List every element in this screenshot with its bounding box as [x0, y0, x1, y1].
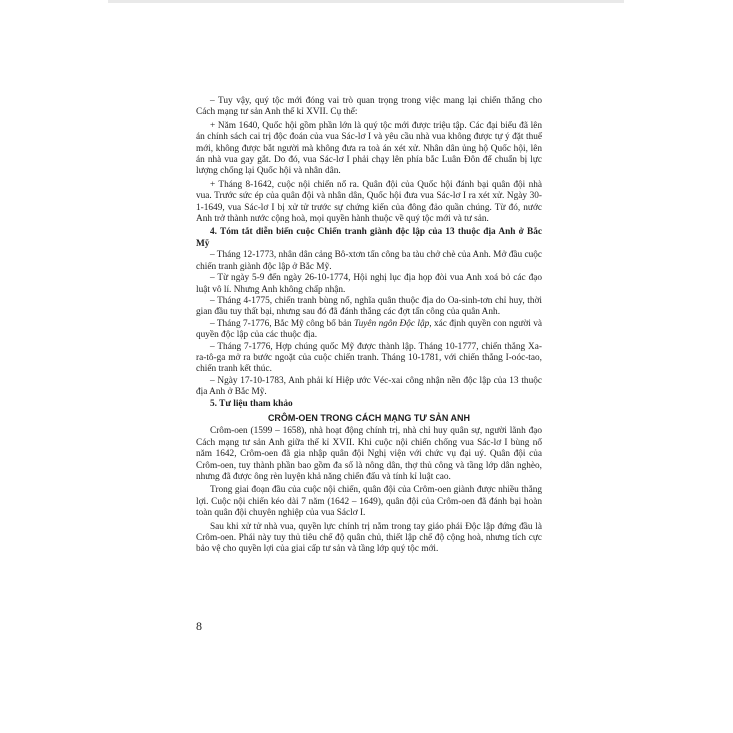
paragraph-nam-1640: + Năm 1640, Quốc hội gồm phần lớn là quý tộc mới được triệu tập. Các đại biểu đã lên án chính sách cai trị độc đoán của vua Sác-lơ I và yêu cầu nhà vua không được tự ý đặt thuế mới, không được bắt người mà không đưa ra toà án xét xử. Nhân dân ủng hộ Quốc hội, lên án nhà vua gay gắt. Do đó, vua Sác-lơ I phải chạy lên phía bắc Luân Đôn để chuẩn bị lực lượng chống lại Quốc hội và nhân dân.	[196, 120, 542, 177]
declaration-text-before: – Tháng 7-1776, Bắc Mỹ công bố bản	[210, 318, 354, 329]
section-heading-5: 5. Tư liệu tham khảo	[210, 398, 293, 409]
paragraph-thang-8-1642: + Tháng 8-1642, cuộc nội chiến nổ ra. Quân đội của Quốc hội đánh bại quân đội nhà vua. Trước sức ép của quân đội và nhân dân, Quốc hội đưa vua Sác-lơ I ra xét xử. Ngày 30-1-1649, vua Sác-lơ I bị xử tử trước sự chứng kiến của đông đảo quần chúng. Từ đó, nước Anh trở thành nước cộng hoà, mọi quyền hành thuộc về quý tộc mới và tư sản.	[196, 179, 542, 225]
reference-paragraph-3: Sau khi xử tử nhà vua, quyền lực chính trị nằm trong tay giáo phái Độc lập đứng đầu là Crôm-oen. Phái này tuy thủ tiêu chế độ quân chủ, thiết lập chế độ cộng hoà, nhưng tích cực bảo vệ cho quyền lợi của giai cấp tư sản và tầng lớp quý tộc mới.	[196, 521, 542, 555]
document-page	[196, 96, 542, 556]
page-number: 8	[196, 619, 202, 633]
declaration-title: Tuyên ngôn Độc lập	[354, 318, 430, 329]
event-apr-1775: – Tháng 4-1775, chiến tranh bùng nổ, nghĩa quân thuộc địa do Oa-sinh-tơn chỉ huy, thời gian đầu tuy thất bại, nhưng sau đó đã đánh thắng các đợt tấn công của quân Anh.	[196, 295, 542, 318]
reference-paragraph-2: Trong giai đoạn đầu của cuộc nội chiến, quân đội của Crôm-oen giành được nhiều thắng lợi. Cuộc nội chiến kéo dài 7 năm (1642 – 1649), quân đội của Crôm-oen đã đánh bại hoàn toàn quân đội chuyên nghiệp của vua Sáclơ I.	[196, 485, 542, 519]
event-jul-1776-usa: – Tháng 7-1776, Hợp chúng quốc Mỹ được thành lập. Tháng 10-1777, chiến thắng Xa-ra-tô-ga mở ra bước ngoặt của cuộc chiến tranh. Tháng 10-1781, với chiến thắng I-oóc-tao, chiến tranh kết thúc.	[196, 341, 542, 375]
event-oct-1783: – Ngày 17-10-1783, Anh phải kí Hiệp ước Véc-xai công nhận nền độc lập của 13 thuộc địa Anh ở Bắc Mỹ.	[196, 375, 542, 398]
event-1774-congress: – Từ ngày 5-9 đến ngày 26-10-1774, Hội nghị lục địa họp đòi vua Anh xoá bỏ các đạo luật vô lí. Nhưng Anh không chấp nhận.	[196, 273, 542, 295]
reference-title: CRÔM-OEN TRONG CÁCH MẠNG TƯ SẢN ANH	[267, 412, 471, 423]
section-heading-4: 4. Tóm tắt diễn biến cuộc Chiến tranh giành độc lập của 13 thuộc địa Anh ở Bắc Mỹ	[196, 227, 542, 249]
top-edge-rule	[108, 0, 624, 3]
event-dec-1773: – Tháng 12-1773, nhân dân cảng Bô-xtơn tấn công ba tàu chở chè của Anh. Mở đầu cuộc chiến tranh giành độc lập ở Bắc Mỹ.	[196, 250, 542, 272]
paragraph-quy-toc-moi: – Tuy vậy, quý tộc mới đóng vai trò quan trọng trong việc mang lại chiến thắng cho Cách mạng tư sản Anh thế kỉ XVII. Cụ thể:	[196, 96, 542, 118]
declaration-text-after: , xác định quyền con người và quyền độc lập của các thuộc địa.	[196, 318, 542, 341]
event-jul-1776-declaration	[196, 319, 542, 342]
reference-paragraph-1: Crôm-oen (1599 – 1658), nhà hoạt động chính trị, nhà chỉ huy quân sự, người lãnh đạo Cách mạng tư sản Anh giữa thế kỉ XVII. Khi cuộc nội chiến chống vua Sác-lơ I bùng nổ năm 1642, Crôm-oen đã gia nhập quân đội Nghị viện với chức vụ đại uý. Quân đội của Crôm-oen, tuy thành phần bao gồm đa số là nông dân, thợ thủ công và tầng lớp dân nghèo, nhưng đã được ông rèn luyện khả năng chiến đấu và tính kỉ luật cao.	[196, 426, 542, 482]
